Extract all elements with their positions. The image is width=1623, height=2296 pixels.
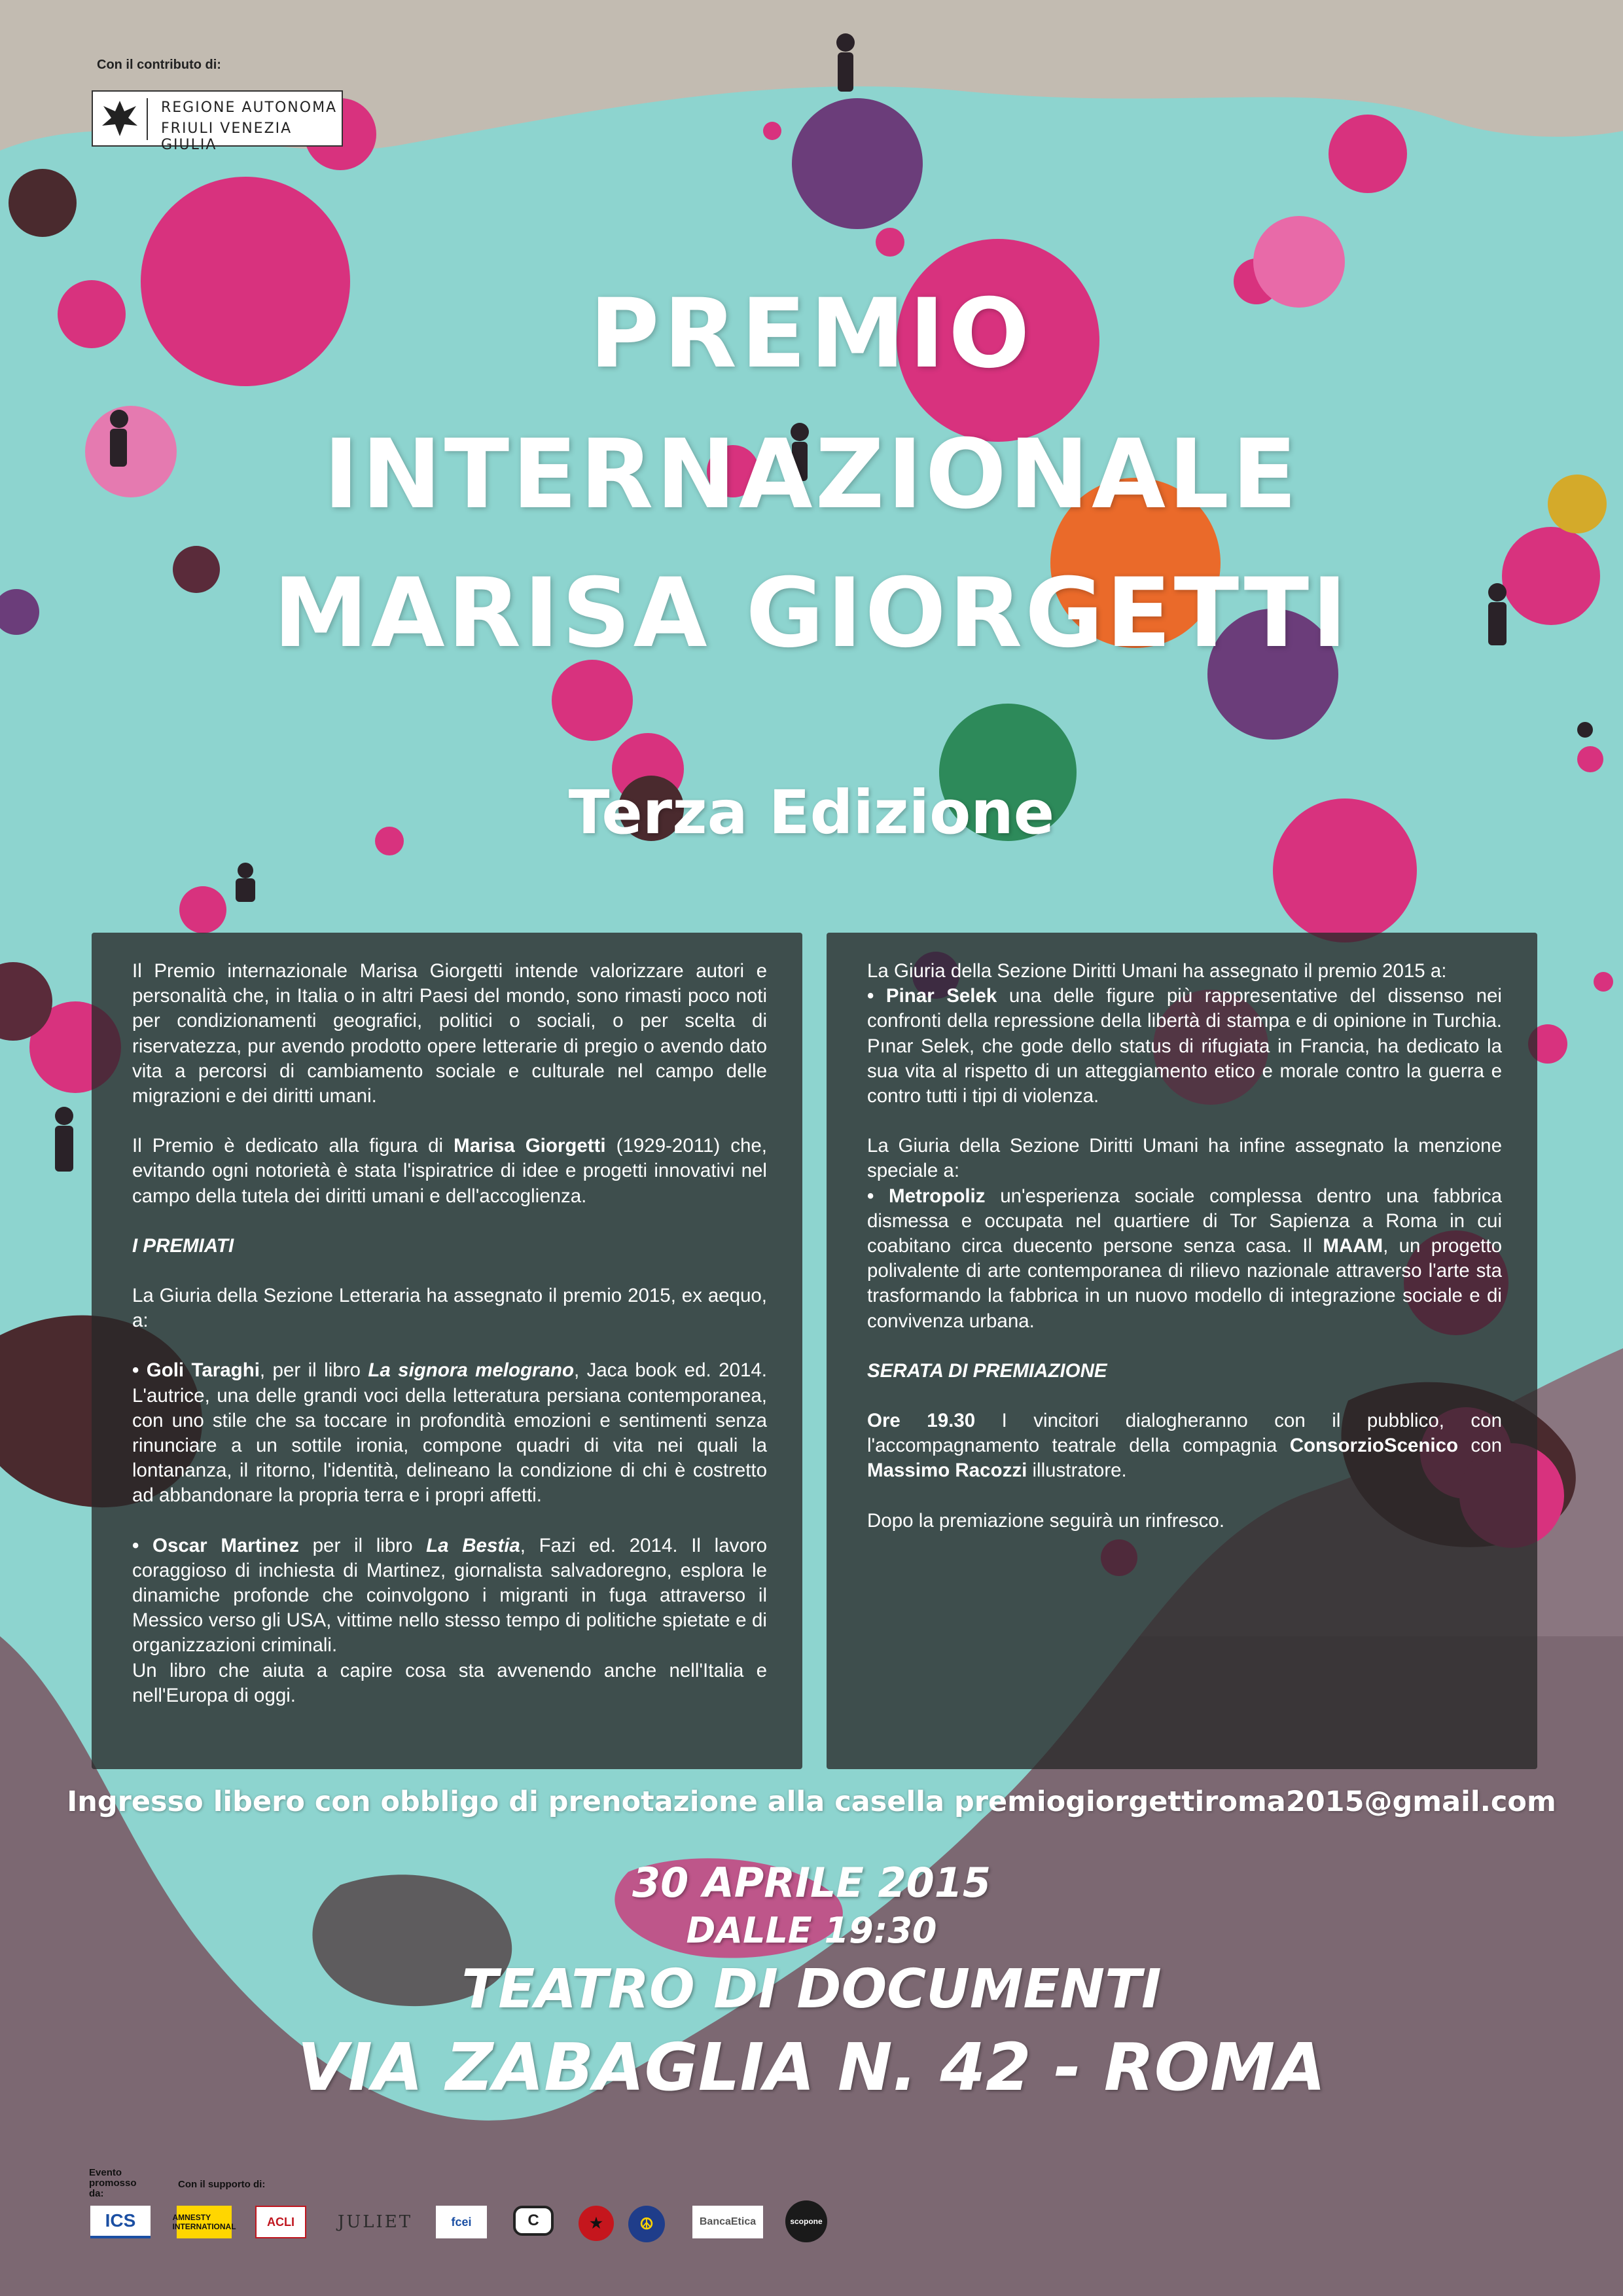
serata-end: illustratore. [1027,1460,1127,1482]
promoter-label: Evento promosso da: [89,2167,137,2199]
serata-text: I vincitori dialogheranno con il pubblico, con l'accompagnamento teatrale della compagnia [867,1410,1502,1457]
event-venue: TEATRO DI DOCUMENTI [461,1958,1162,2020]
dedication-paragraph [132,1134,767,1209]
dedication-post: (1929-2011) che, evitando ogni notorietà è stata l'ispiratrice di idee e progetti innovativi nel campo della tutela dei diritti umani e dell'accoglienza. [132,1135,768,1207]
edition-subtitle: Terza Edizione [568,778,1055,848]
menzione-name: Metropoliz [889,1185,986,1207]
bancaetica-logo: BancaEtica [692,2206,763,2238]
serata-with: con [1458,1435,1502,1457]
amnesty-logo: AMNESTY INTERNATIONAL [177,2206,232,2238]
partner-logo-c: C [513,2206,554,2236]
giuria-letteraria-paragraph: La Giuria della Sezione Letteraria ha assegnato il premio 2015, ex aequo, a: [132,1285,767,1332]
winner-goli-taraghi [132,1358,767,1508]
serata-company: ConsorzioScenico [1289,1435,1459,1457]
winner-pinar-selek [867,984,1502,1109]
winner-pre: , per il libro [259,1359,368,1382]
serata-time: Ore 19.30 [867,1410,976,1432]
fcei-logo: fcei [436,2206,487,2238]
winner-oscar-martinez [132,1534,767,1659]
entry-note: Ingresso libero con obbligo di prenotazione alla casella premiogiorgettiroma2015@gmail.com [67,1785,1556,1818]
winner-book-title: La signora melograno [368,1359,574,1382]
winner-oscar-martinez-extra: Un libro che aiuta a capire cosa sta avvenendo anche nell'Italia e nell'Europa di oggi. [132,1659,767,1706]
bullet: • [132,1359,147,1382]
intro-paragraph: Il Premio internazionale Marisa Giorgetti intende valorizzare autori e personalità che, in Italia o in altri Paesi del mondo, sono rimasti poco noti per condizionamenti geografici, politici o sociali, o per scelta di riservatezza, pur avendo prodotto opere letterarie di pregio o avendo dato vita a percorsi di cambiamento sociale e culturale nel campo delle migrazioni e dei diritti umani. [132,960,767,1107]
premiati-heading: I PREMIATI [132,1234,234,1257]
logo-separator [147,98,148,140]
dedication-pre: Il Premio è dedicato alla figura di [132,1135,454,1157]
acli-logo: ACLI [255,2206,306,2238]
winner-description: una delle figure più rappresentative del dissenso nei confronti della repressione della libertà di stampa e di opinione in Turchia. Pınar Selek, che gode dello status di rifugiata in Francia, ha dedicato la sua vita al rispetto di un atteggiamento etico e morale contro la guerra e contro tutti i tipi di violenza. [867,985,1502,1107]
event-date: 30 APRILE 2015 [632,1859,991,1907]
bullet: • [867,1185,889,1207]
bullet: • [867,985,886,1007]
winner-name: Pinar Selek [885,985,997,1007]
partner-logo-dark: scopone [785,2200,827,2242]
winner-name: Goli Taraghi [146,1359,260,1382]
giuria-diritti-paragraph: La Giuria della Sezione Diritti Umani ha assegnato il premio 2015 a: [867,960,1447,982]
eagle-icon [98,97,141,140]
menzione-description: un'esperienza sociale complessa dentro una fabbrica dismessa e occupata nel quartiere di Tor Sapienza a Roma in cui coabitano circa duecento persone senza casa. Il [867,1185,1502,1257]
region-name-line1: REGIONE AUTONOMA [161,99,338,116]
left-text-panel [92,933,802,1769]
event-time: DALLE 19:30 [686,1910,937,1951]
maam-description: , un progetto polivalente di arte contemporanea di rilievo nazionale attraverso l'arte sta trasformando la fabbrica in un nuovo modello di integrazione sociale e di convivenza urbana. [867,1235,1502,1332]
menzione-metropoliz [867,1184,1502,1334]
winner-description: , Fazi ed. 2014. Il lavoro coraggioso di inchiesta di Martinez, giornalista salvadoregno, esplora le dinamiche profonde che coinvolgono i migranti in fuga attraverso il Messico verso gli USA, vittime nello stesso tempo di politiche spietate e di organizzazioni criminali. [132,1534,767,1657]
right-text-panel [827,933,1537,1769]
juliet-logo: JULIET [337,2212,413,2232]
menzione-intro: La Giuria della Sezione Diritti Umani ha infine assegnato la menzione speciale a: [867,1135,1502,1182]
contributor-label: Con il contributo di: [97,58,221,72]
event-address: VIA ZABAGLIA N. 42 - ROMA [297,2029,1326,2106]
partner-logo-red: ★ [579,2206,614,2241]
winner-description: , Jaca book ed. 2014. L'autrice, una delle grandi voci della letteratura persiana contemporanea, con uno stile che sa toccare in profondità emozioni e sentimenti senza rinunciare a un sottile ironia, compone quadri di vita nei quali la lontananza, il ritorno, l'identità, delineano la condizione di chi è costretto ad abbandonare la propria terra e i propri affetti. [132,1359,767,1507]
serata-heading: SERATA DI PREMIAZIONE [867,1359,1107,1382]
title-line-2: INTERNAZIONALE [323,419,1300,530]
title-line-3: MARISA GIORGETTI [273,558,1350,669]
winner-book-title: La Bestia [426,1534,520,1556]
ics-logo: ICS [90,2206,151,2238]
winner-pre: per il libro [298,1534,427,1556]
maam-name: MAAM [1323,1235,1383,1257]
serata-artist: Massimo Racozzi [867,1460,1027,1482]
partner-logo-blue: ☮ [628,2206,665,2242]
region-logo [92,90,343,153]
region-name-line2: FRIULI VENEZIA GIULIA [161,120,293,153]
dedication-name: Marisa Giorgetti [454,1135,606,1157]
rinfresco-note: Dopo la premiazione seguirà un rinfresco. [867,1509,1225,1532]
winner-name: Oscar Martinez [152,1534,299,1556]
supporter-label: Con il supporto di: [178,2179,266,2190]
title-line-1: PREMIO [589,278,1034,389]
serata-paragraph [867,1408,1502,1484]
bullet: • [132,1534,152,1556]
